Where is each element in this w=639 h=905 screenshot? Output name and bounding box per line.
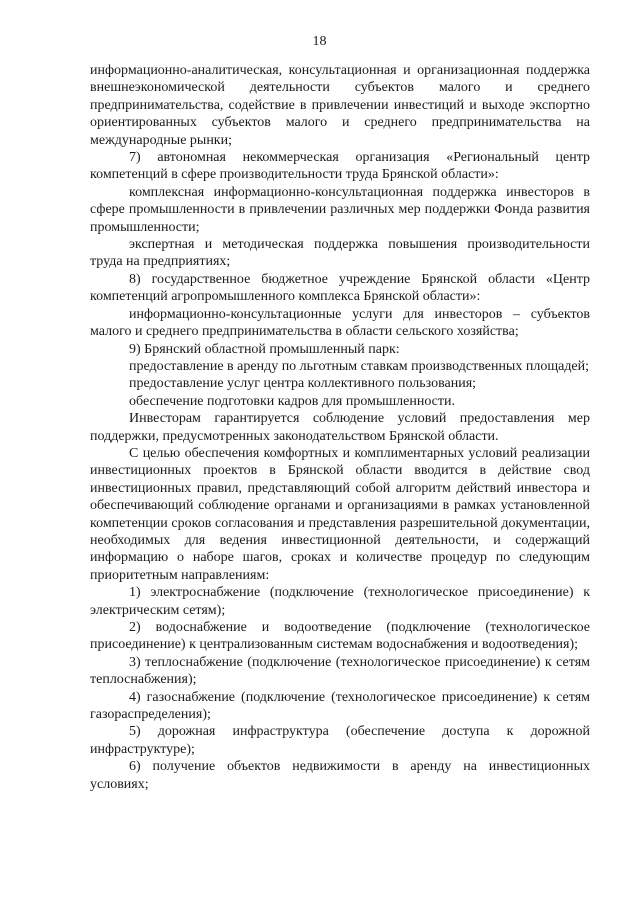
paragraph-item-7: 7) автономная некоммерческая организация «Региональный центр компетенций в сфере производительности труда Брянской области»: (90, 150, 590, 183)
body-text (90, 62, 590, 793)
paragraph-direction-5: 5) дорожная инфраструктура (обеспечение доступа к дорожной инфраструктуре); (90, 724, 590, 757)
paragraph-item-9-training: обеспечение подготовки кадров для промышленности. (129, 393, 455, 409)
paragraph-direction-1: 1) электроснабжение (подключение (технологическое присоединение) к электрическим сетям); (90, 585, 590, 618)
paragraph-item-8-consulting: информационно-консультационные услуги для инвесторов – субъектов малого и среднего предпринимательства в области сельского хозяйства; (90, 306, 590, 340)
paragraph-item-7-support-industry: комплексная информационно-консультационная поддержка инвесторов в сфере промышленности в привлечении различных мер поддержки Фонда развития промышленности; (90, 184, 590, 235)
paragraph-direction-4: 4) газоснабжение (подключение (технологическое присоединение) к сетям газораспределения); (90, 689, 590, 723)
paragraph-direction-2: 2) водоснабжение и водоотведение (подключение (технологическое присоединение) к централизованным системам водоснабжения и водоотведения); (90, 620, 590, 653)
page-number: 18 (312, 34, 327, 49)
paragraph-investment-rules: С целью обеспечения комфортных и комплиментарных условий реализации инвестиционных проектов в Брянской области вводится в действие свод инвестиционных правил, представляющий собой алгоритм действий инвестора и обеспечивающий соблюдение органами и организациями в рамках установленной компетенции сроков согласования и представления разрешительной документации, необходимых для ведения инвестиционной деятельности, и содержащий информацию о наборе шагов, сроках и количестве процедур по следующим приоритетным направлениям: (90, 445, 590, 583)
paragraph-investor-guarantee: Инвесторам гарантируется соблюдение условий предоставления мер поддержки, предусмотренных законодательством Брянской области. (90, 411, 590, 444)
paragraph-item-7-productivity: экспертная и методическая поддержка повышения производительности труда на предприятиях; (90, 237, 590, 270)
paragraph-direction-6: 6) получение объектов недвижимости в аренду на инвестиционных условиях; (90, 759, 590, 792)
paragraph-item-9: 9) Брянский областной промышленный парк: (129, 341, 400, 357)
paragraph-support-foreign-trade: информационно-аналитическая, консультационная и организационная поддержка внешнеэкономической деятельности субъектов малого и среднего предпринимательства, содействие в привлечении инвестиций и выходе экспортно ориентированных субъектов малого и среднего предпринимательства на международные рынки; (90, 63, 590, 148)
paragraph-item-8: 8) государственное бюджетное учреждение Брянской области «Центр компетенций агропромышленного комплекса Брянской области»: (90, 271, 590, 305)
paragraph-item-9-shared-center: предоставление услуг центра коллективного пользования; (129, 376, 477, 392)
paragraph-item-9-lease: предоставление в аренду по льготным ставкам производственных площадей; (129, 358, 590, 374)
paragraph-direction-3: 3) теплоснабжение (подключение (технологическое присоединение) к сетям теплоснабжения); (90, 654, 590, 688)
